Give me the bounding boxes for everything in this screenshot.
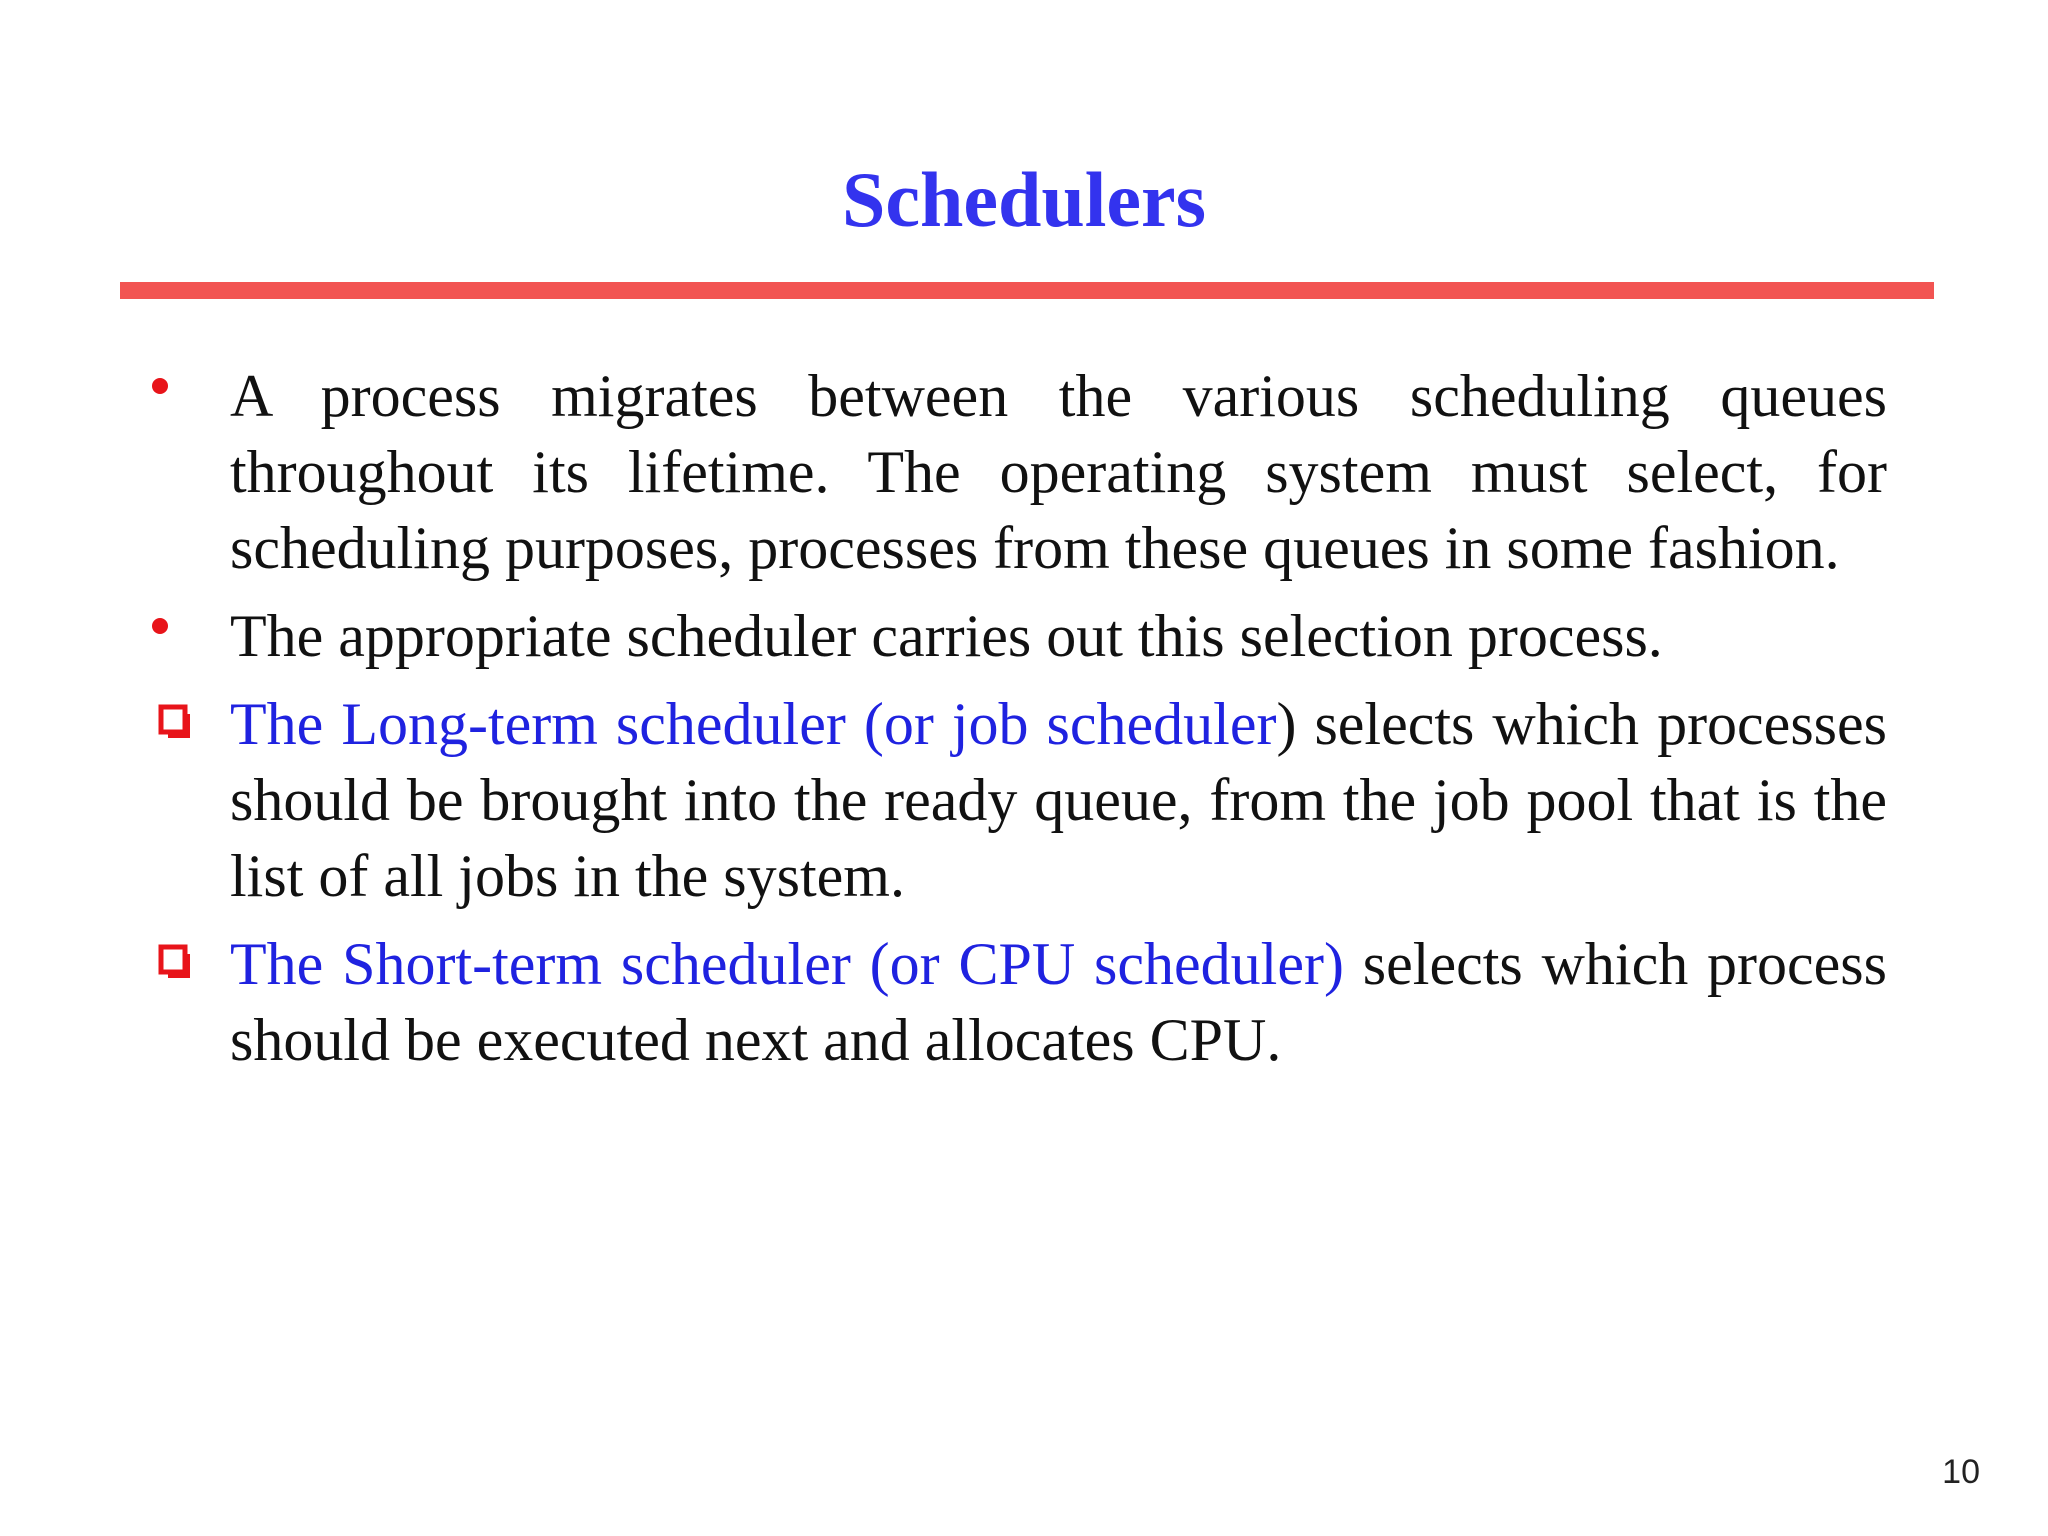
bullet-item	[230, 686, 1887, 914]
bullet-dot-icon	[152, 618, 168, 634]
checkbox-bullet-icon	[158, 944, 192, 980]
bullet-text: ) selects which processes should be brought into the ready queue, from the job pool that is the list of all jobs in the system.	[230, 691, 1887, 909]
bullet-item	[230, 926, 1887, 1078]
bullet-item	[230, 598, 1887, 674]
title-divider	[120, 282, 1934, 299]
bullet-text: selects which process should be executed next and allocates CPU.	[230, 931, 1887, 1073]
scheduler-term-highlight: The Long-term scheduler (or job scheduler	[230, 691, 1277, 757]
page-number: 10	[1942, 1453, 1980, 1491]
bullet-dot-icon	[152, 378, 168, 394]
checkbox-bullet-icon	[158, 704, 192, 740]
bullet-list	[0, 358, 2048, 1090]
bullet-text: A process migrates between the various scheduling queues throughout its lifetime. The operating system must select, for scheduling purposes, processes from these queues in some fashion.	[230, 363, 1887, 581]
bullet-item	[230, 358, 1887, 586]
slide-title: Schedulers	[841, 156, 1207, 243]
bullet-text: The appropriate scheduler carries out this selection process.	[230, 603, 1663, 669]
scheduler-term-highlight: The Short-term scheduler (or CPU scheduler)	[230, 931, 1344, 997]
